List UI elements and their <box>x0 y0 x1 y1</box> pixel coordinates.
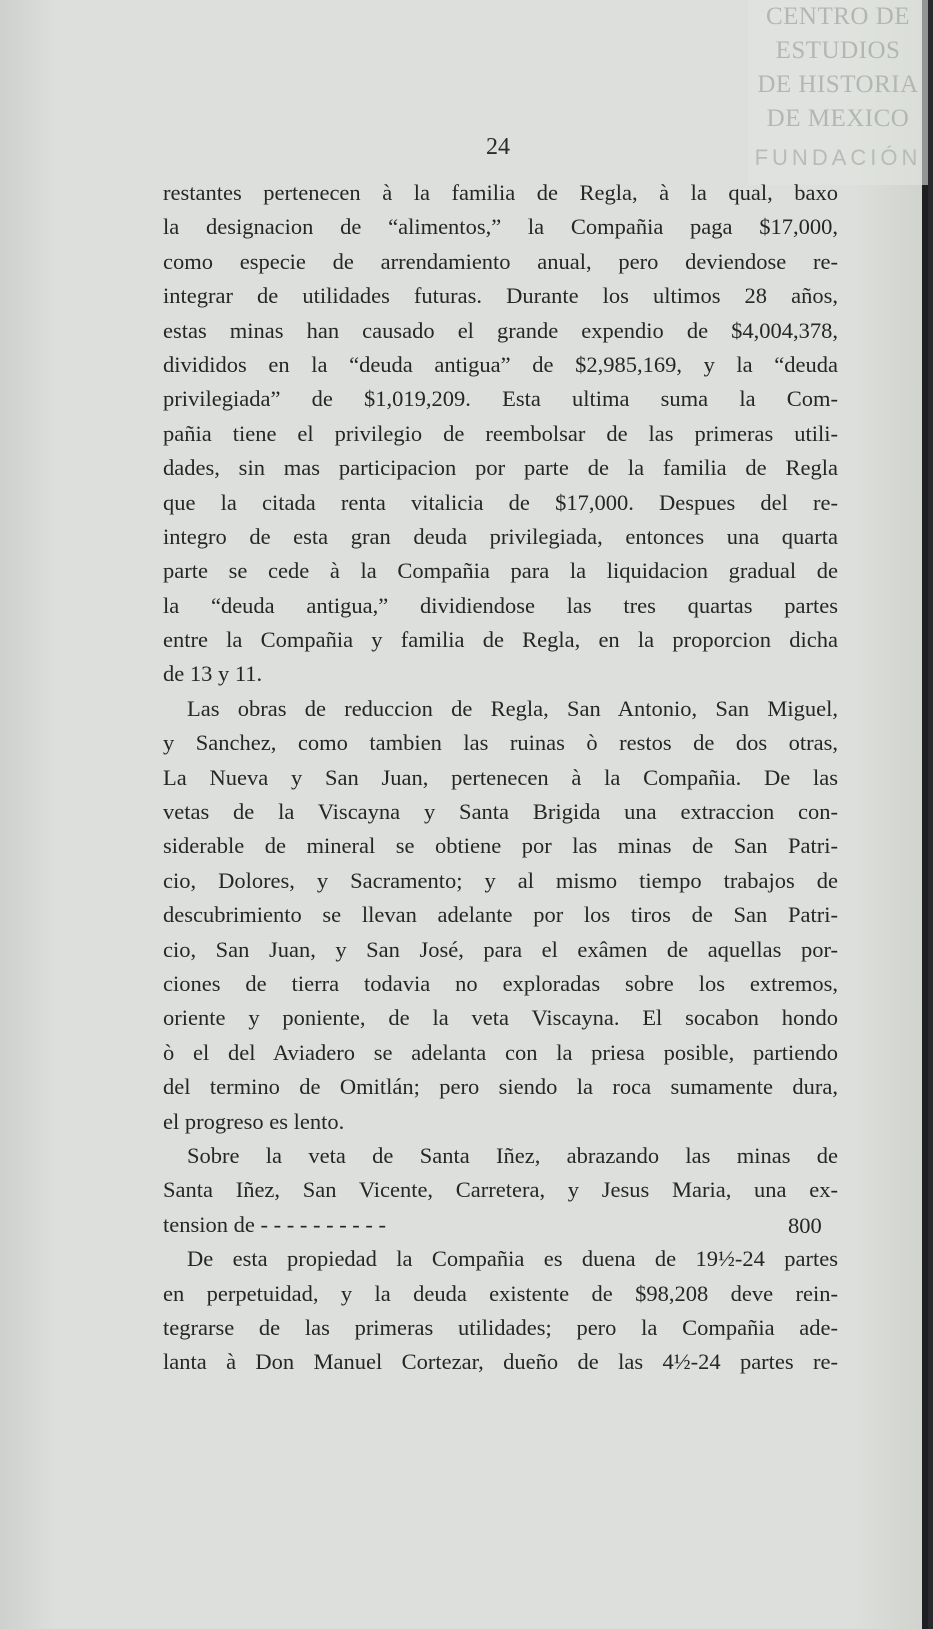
extent-value: 800 <box>788 1212 822 1238</box>
paragraph-4 <box>163 1242 838 1380</box>
text-line: lanta à Don Manuel Cortezar, dueño de las 4½-24 partes re- <box>163 1349 838 1375</box>
extent-line <box>163 1208 838 1242</box>
text-line: tegrarse de las primeras utilidades; pero la Compañia ade- <box>163 1314 838 1340</box>
stamp-line: DE HISTORIA <box>757 71 919 98</box>
text-line: La Nueva y San Juan, pertenecen à la Compañia. De las <box>163 764 838 790</box>
stamp-line: DE MEXICO <box>766 105 910 132</box>
body-text <box>163 176 838 1380</box>
text-line: siderable de mineral se obtiene por las minas de San Patri- <box>163 833 838 859</box>
page-number: 24 <box>486 134 510 160</box>
text-line: Sobre la veta de Santa Iñez, abrazando las minas de <box>187 1142 838 1168</box>
text-line: divididos en la “deuda antigua” de $2,985,169, y la “deuda <box>163 351 838 377</box>
stamp-line: ESTUDIOS <box>775 37 901 64</box>
stamp-line: CENTRO DE <box>765 3 911 30</box>
text-line: ciones de tierra todavia no exploradas sobre los extremos, <box>163 970 838 996</box>
text-line: estas minas han causado el grande expendio de $4,004,378, <box>163 317 838 343</box>
stamp-foundation: FUNDACIÓN <box>754 145 922 170</box>
text-line: ò el del Aviadero se adelanta con la priesa posible, partiendo <box>163 1039 838 1065</box>
text-line: integro de esta gran deuda privilegiada, entonces una quarta <box>163 523 838 549</box>
text-line: restantes pertenecen à la familia de Regla, à la qual, baxo <box>163 180 838 205</box>
paragraph-1 <box>163 176 838 692</box>
archive-watermark-stamp <box>748 0 928 185</box>
text-line: Las obras de reduccion de Regla, San Antonio, San Miguel, <box>187 695 838 721</box>
text-line: cio, Dolores, y Sacramento; y al mismo tiempo trabajos de <box>163 867 838 893</box>
text-line: cio, San Juan, y San José, para el exâmen de aquellas por- <box>163 936 838 962</box>
text-line: dades, sin mas participacion por parte de la familia de Regla <box>163 455 838 481</box>
text-line: parte se cede à la Compañia para la liquidacion gradual de <box>163 558 838 584</box>
text-line: integrar de utilidades futuras. Durante los ultimos 28 años, <box>163 283 838 309</box>
text-line: la designacion de “alimentos,” la Compañia paga $17,000, <box>163 214 838 240</box>
paragraph-3 <box>163 1139 838 1208</box>
text-line: entre la Compañia y familia de Regla, en la proporcion dicha <box>163 627 838 653</box>
text-line: del termino de Omitlán; pero siendo la roca sumamente dura, <box>163 1074 838 1100</box>
text-line: en perpetuidad, y la deuda existente de $98,208 deve rein- <box>163 1280 838 1306</box>
text-line: el progreso es lento. <box>163 1108 345 1134</box>
page-edge-shadow <box>922 0 928 1629</box>
text-line: De esta propiedad la Compañia es duena de 19½-24 partes <box>187 1246 838 1272</box>
text-line: que la citada renta vitalicia de $17,000. Despues del re- <box>163 489 838 515</box>
text-line: Santa Iñez, San Vicente, Carretera, y Jesus Maria, una ex- <box>163 1177 838 1203</box>
text-line: de 13 y 11. <box>163 661 263 687</box>
text-line: pañia tiene el privilegio de reembolsar de las primeras utili- <box>163 420 838 446</box>
extent-label: tension de - - - - - - - - - - <box>163 1211 387 1237</box>
text-line: descubrimiento se llevan adelante por los tiros de San Patri- <box>163 902 838 928</box>
text-line: oriente y poniente, de la veta Viscayna. El socabon hondo <box>163 1005 838 1031</box>
text-line: vetas de la Viscayna y Santa Brigida una extraccion con- <box>163 799 838 825</box>
text-line: como especie de arrendamiento anual, pero deviendose re- <box>163 248 838 274</box>
text-line: privilegiada” de $1,019,209. Esta ultima suma la Com- <box>163 386 838 412</box>
paragraph-2 <box>163 692 838 1139</box>
text-line: la “deuda antigua,” dividiendose las tres quartas partes <box>163 592 838 618</box>
text-line: y Sanchez, como tambien las ruinas ò restos de dos otras, <box>163 730 838 756</box>
